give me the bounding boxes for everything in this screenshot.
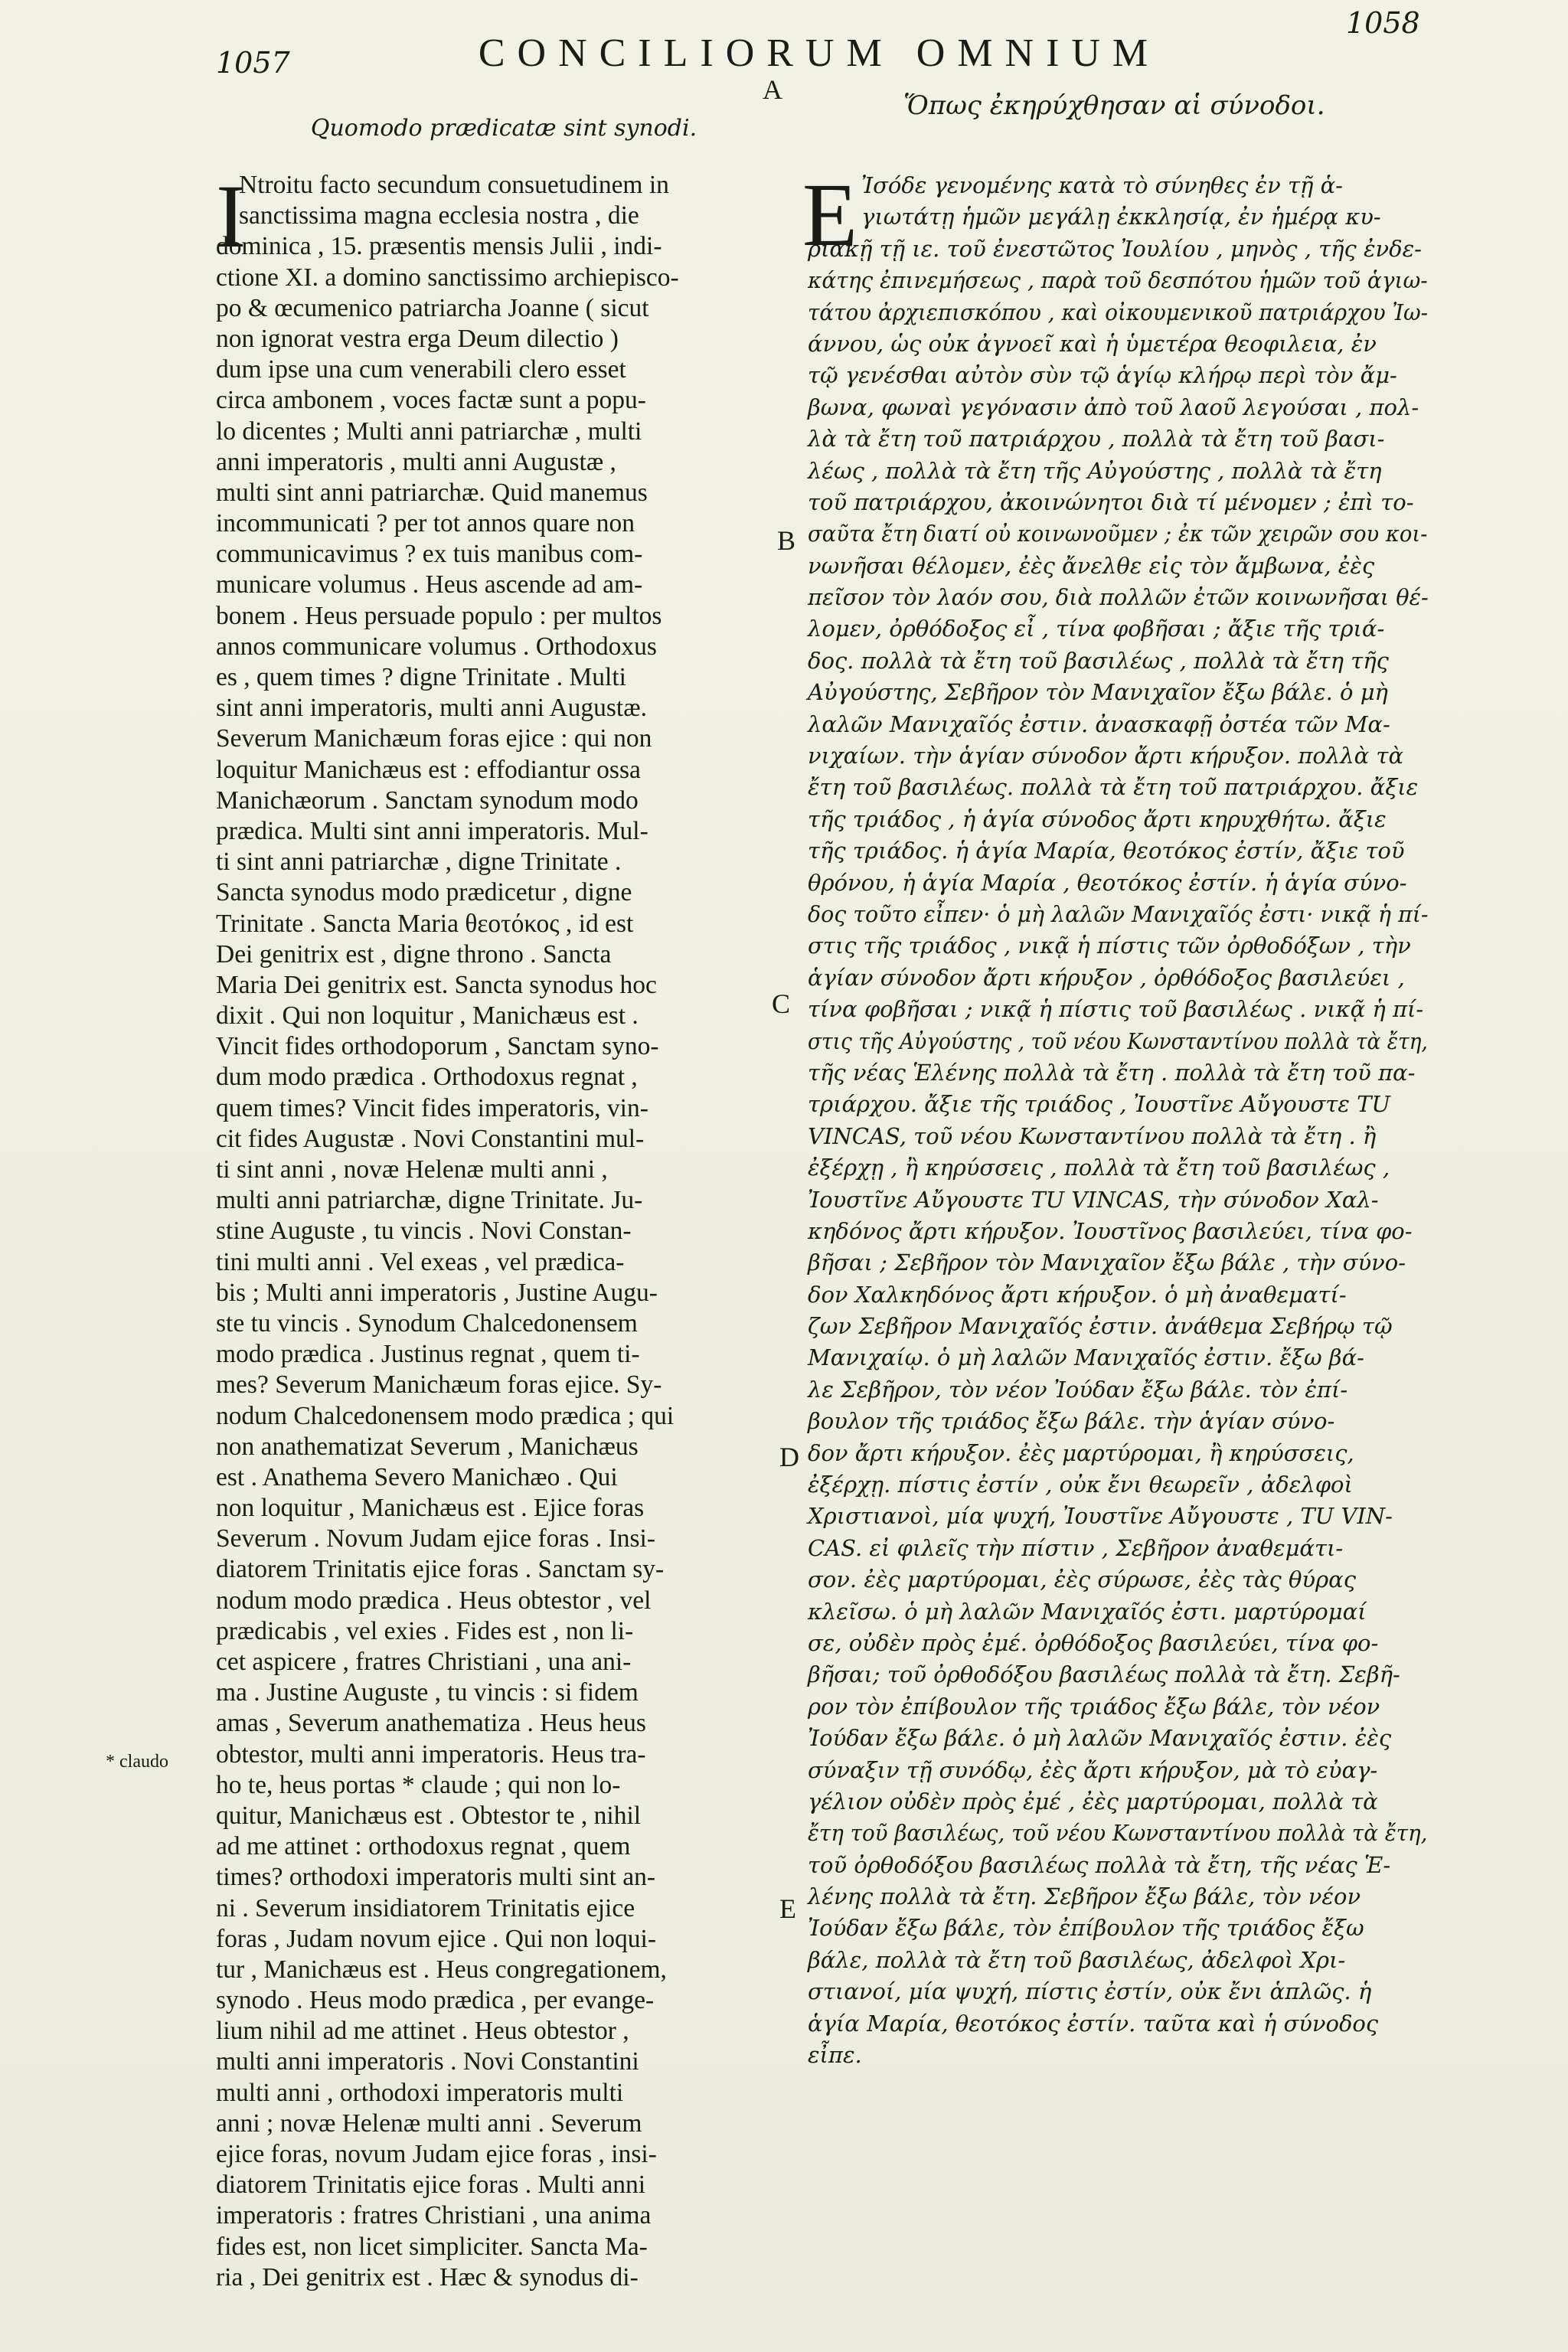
greek-text-line: κηδόνος ἄρτι κήρυξον. Ἰουστῖνος βασιλεύει, τίνα φο- <box>808 1217 1413 1244</box>
greek-text-line: ἁγία Μαρία, θεοτόκος ἐστίν. ταῦτα καὶ ἡ σύνοδος <box>808 2010 1379 2037</box>
greek-text-line: τῆς νέας Ἑλένης πολλὰ τὰ ἔτη . πολλὰ τὰ ἔτη τοῦ πα- <box>808 1059 1416 1086</box>
latin-text-line: Severum . Novum Judam ejice foras . Insi- <box>216 1524 656 1553</box>
latin-text-line: ad me attinet : orthodoxus regnat , quem <box>216 1832 631 1861</box>
greek-text-line: δος. πολλὰ τὰ ἔτη τοῦ βασιλέως , πολλὰ τὰ ἔτη τῆς <box>808 647 1389 674</box>
greek-text-line: Ἰουστῖνε Αὔγουστε TU VINCAS, τὴν σύνοδον Χαλ- <box>808 1186 1379 1213</box>
latin-text-line: nodum modo prædica . Heus obtestor , vel <box>216 1586 652 1615</box>
greek-text-line: θρόνου, ἡ ἁγία Μαρία , θεοτόκος ἐστίν. ἡ ἁγία σύνο- <box>808 869 1407 896</box>
greek-text-line: λαλῶν Μανιχαῖός ἐστιν. ἀνασκαφῇ ὀστέα τῶν Μα- <box>808 710 1390 737</box>
greek-text-line: σε, οὐδὲν πρὸς ἐμέ. ὀρθόδοξος βασιλεύει, τίνα φο- <box>808 1629 1379 1656</box>
greek-text-line: βωνα, φωναὶ γεγόνασιν ἀπὸ τοῦ λαοῦ λεγούσαι , πολ- <box>808 394 1419 420</box>
latin-text-line: non anathematizat Severum , Manichæus <box>216 1432 639 1461</box>
latin-text-line: tini multi anni . Vel exeas , vel prædica- <box>216 1247 625 1276</box>
greek-text-line: βῆσαι ; Σεβῆρον τὸν Μανιχαῖον ἔξω βάλε , τὴν σύνο- <box>808 1250 1406 1276</box>
greek-text-line: στις τῆς τριάδος , νικᾷ ἡ πίστις τῶν ὀρθοδόξων , τὴν <box>808 933 1411 959</box>
latin-text-line: ria , Dei genitrix est . Hæc & synodus di- <box>216 2262 639 2292</box>
greek-text-line: λε Σεβῆρον, τὸν νέον Ἰούδαν ἔξω βάλε. τὸν ἐπί- <box>808 1376 1348 1403</box>
greek-column <box>808 170 1428 2071</box>
greek-text-line: Μανιχαίῳ. ὁ μὴ λαλῶν Μανιχαῖός ἐστιν. ἔξω βά- <box>808 1344 1364 1371</box>
latin-text-line: synodo . Heus modo prædica , per evange- <box>216 1986 655 2015</box>
latin-text-line: ni . Severum insidiatorem Trinitatis ejice <box>216 1893 635 1922</box>
latin-text-line: ho te, heus portas * claude ; qui non lo- <box>216 1770 621 1799</box>
latin-text-line: po & œcumenico patriarcha Joanne ( sicut <box>216 293 649 322</box>
greek-text-line: τοῦ πατριάρχου, ἀκοινώνητοι διὰ τί μένομεν ; ἐπὶ το- <box>808 488 1414 515</box>
latin-text-line: times? orthodoxi imperatoris multi sint an- <box>216 1863 656 1892</box>
running-head-title: CONCILIORUM OMNIUM <box>478 31 1161 75</box>
latin-text-line: amas , Severum anathematiza . Heus heus <box>216 1709 646 1738</box>
latin-text-line: dum modo prædica . Orthodoxus regnat , <box>216 1063 638 1092</box>
latin-text-line: obtestor, multi anni imperatoris. Heus tra- <box>216 1740 646 1769</box>
latin-text-line: ste tu vincis . Synodum Chalcedonensem <box>216 1308 638 1338</box>
latin-text-line: dixit . Qui non loquitur , Manichæus est . <box>216 1001 639 1031</box>
latin-text-line: multi anni , orthodoxi imperatoris multi <box>216 2078 624 2107</box>
latin-text-line: Severum Manichæum foras ejice : qui non <box>216 724 652 753</box>
latin-text-line: Ntroitu facto secundum consuetudinem in <box>239 171 669 199</box>
latin-text-line: fides est, non licet simpliciter. Sancta Ma- <box>216 2232 648 2261</box>
greek-text-line: σύναξιν τῇ συνόδῳ, ἐὲς ἄρτι κήρυξον, μὰ τὸ εὐαγ- <box>808 1756 1378 1783</box>
latin-text-line: incommunicati ? per tot annos quare non <box>216 509 635 538</box>
latin-text-line: sanctissima magna ecclesia nostra , die <box>239 201 639 230</box>
latin-text-line: stine Auguste , tu vincis . Novi Constan- <box>216 1217 632 1246</box>
greek-text-line: σαῦτα ἔτη διατί οὐ κοινωνοῦμεν ; ἐκ τῶν χειρῶν σου κοι- <box>808 521 1428 547</box>
latin-text-line: dominica , 15. præsentis mensis Julii , indi- <box>216 232 662 261</box>
greek-text-line: ἔτη τοῦ βασιλέως. πολλὰ τὰ ἔτη τοῦ πατριάρχου. ἄξιε <box>808 774 1419 801</box>
latin-text-line: cet aspicere , fratres Christiani , una ani- <box>216 1648 632 1676</box>
greek-text-line: ἐξέρχῃ. πίστις ἐστίν , οὐκ ἔνι θεωρεῖν , ἀδελφοὶ <box>808 1472 1353 1498</box>
greek-text-line: πεῖσον τὸν λαόν σου, διὰ πολλῶν ἐτῶν κοινωνῆσαι θέ- <box>808 584 1429 611</box>
latin-text-line: quitur, Manichæus est . Obtestor te , nihil <box>216 1801 642 1830</box>
latin-text-line: annos communicare volumus . Orthodoxus <box>216 632 657 661</box>
latin-text-line: Dei genitrix est , digne throno . Sancta <box>216 939 612 969</box>
latin-text-line: Sancta synodus modo prædicetur , digne <box>216 878 632 907</box>
greek-text-line: σον. ἐὲς μαρτύρομαι, ἐὲς σύρωσε, ἐὲς τὰς θύρας <box>808 1566 1356 1593</box>
latin-text-line: mes? Severum Manichæum foras ejice. Sy- <box>216 1370 662 1400</box>
greek-text-line: λέως , πολλὰ τὰ ἔτη τῆς Αὐγούστης , πολλὰ τὰ ἔτη <box>808 457 1382 484</box>
latin-text-line: lium nihil ad me attinet . Heus obtestor , <box>216 2017 629 2046</box>
right-page-number: 1058 <box>1346 6 1420 40</box>
greek-text-line: Χριστιανοὶ, μία ψυχή, Ἰουστῖνε Αὔγουστε , TU VIN- <box>808 1503 1393 1530</box>
greek-text-line: τάτου ἀρχιεπισκόπου , καὶ οἰκουμενικοῦ πατριάρχου Ἰω- <box>808 299 1429 325</box>
latin-text-line: ctione XI. a domino sanctissimo archiepisco- <box>216 263 679 292</box>
latin-text-line: tur , Manichæus est . Heus congregationem, <box>216 1955 667 1984</box>
greek-text-line: γιωτάτῃ ἡμῶν μεγάλῃ ἐκκλησίᾳ, ἐν ἡμέρᾳ κυ- <box>861 204 1381 230</box>
greek-text-line: ζων Σεβῆρον Μανιχαῖός ἐστιν. ἀνάθεμα Σεβήρῳ τῷ <box>808 1313 1393 1340</box>
greek-text-line: δον ἄρτι κήρυξον. ἐὲς μαρτύρομαι, ἢ κηρύσσεις, <box>808 1439 1354 1466</box>
margin-letter-e: E <box>779 1893 796 1924</box>
greek-text-line: VINCAS, τοῦ νέου Κωνσταντίνου πολλὰ τὰ ἔτη . ἢ <box>808 1122 1377 1149</box>
latin-text-line: anni imperatoris , multi anni Augustæ , <box>216 447 616 476</box>
greek-text-line: ἐξέρχῃ , ἢ κηρύσσεις , πολλὰ τὰ ἔτη τοῦ βασιλέως , <box>808 1155 1390 1181</box>
greek-text-line: νιχαίων. τὴν ἁγίαν σύνοδον ἄρτι κήρυξον. πολλὰ τὰ <box>808 743 1404 769</box>
section-letter: A <box>763 74 782 105</box>
greek-text-line: τοῦ ὀρθοδόξου βασιλέως πολλὰ τὰ ἔτη, τῆς νέας Ἑ- <box>808 1851 1391 1878</box>
greek-text-line: τῆς τριάδος , ἡ ἁγία σύνοδος ἄρτι κηρυχθήτω. ἄξιε <box>808 805 1387 832</box>
latin-text-line: nodum Chalcedonensem modo prædica ; qui <box>216 1401 675 1430</box>
greek-text-line: στιανοί, μία ψυχή, πίστις ἐστίν, οὐκ ἔνι ἁπλῶς. ἡ <box>808 1978 1372 2005</box>
greek-text-line: CAS. εἰ φιλεῖς τὴν πίστιν , Σεβῆρον ἀναθεμάτι- <box>808 1534 1344 1561</box>
latin-text-line: non loquitur , Manichæus est . Ejice foras <box>216 1494 645 1523</box>
greek-text-line: τριάρχου. ἄξιε τῆς τριάδος , Ἰουστῖνε Αὔγουστε TU <box>808 1091 1390 1118</box>
greek-text-line: ρον τὸν ἐπίβουλον τῆς τριάδος ἔξω βάλε, τὸν νέον <box>808 1693 1380 1720</box>
latin-text-line: ti sint anni , novæ Helenæ multi anni , <box>216 1155 608 1184</box>
latin-text-line: loquitur Manichæus est : effodiantur ossa <box>216 755 641 784</box>
latin-text-line: es , quem times ? digne Trinitate . Multi <box>216 663 626 691</box>
latin-text-line: diatorem Trinitatis ejice foras . Sanctam sy- <box>216 1555 665 1584</box>
latin-text-line: multi anni imperatoris . Novi Constantini <box>216 2047 639 2076</box>
latin-text-line: ti sint anni patriarchæ , digne Trinitate . <box>216 848 622 877</box>
greek-text-line: νωνῆσαι θέλομεν, ἐὲς ἄνελθε εἰς τὸν ἄμβωνα, ἐὲς <box>808 552 1375 579</box>
greek-text-line: λένης πολλὰ τὰ ἔτη. Σεβῆρον ἔξω βάλε, τὸν νέον <box>808 1883 1361 1910</box>
latin-text-line: dum ipse una cum venerabili clero esset <box>216 355 626 384</box>
latin-text-line: bonem . Heus persuade populo : per multos <box>216 601 662 630</box>
greek-text-line: τῆς τριάδος. ἡ ἁγία Μαρία, θεοτόκος ἐστίν, ἄξιε τοῦ <box>808 838 1405 864</box>
latin-subtitle: Quomodo prædicatæ sint synodi. <box>310 115 697 142</box>
latin-text-line: non ignorat vestra erga Deum dilectio ) <box>216 324 619 353</box>
margin-letter-d: D <box>779 1442 799 1472</box>
margin-note: * claudo <box>106 1752 168 1772</box>
greek-text-line: ριακῇ τῇ ιε. τοῦ ἐνεστῶτος Ἰουλίου , μηνὸς , τῆς ἐνδε- <box>808 235 1422 262</box>
latin-text-line: circa ambonem , voces factæ sunt a popu- <box>216 386 646 415</box>
latin-dropcap: I <box>216 166 247 266</box>
latin-text-line: imperatoris : fratres Christiani , una anima <box>216 2201 652 2230</box>
greek-text-line: δος τοῦτο εἶπεν· ὁ μὴ λαλῶν Μανιχαῖός ἐστι· νικᾷ ἡ πί- <box>808 900 1429 927</box>
latin-text-line: diatorem Trinitatis ejice foras . Multi anni <box>216 2171 646 2200</box>
latin-text-line: Maria Dei genitrix est. Sancta synodus hoc <box>216 970 657 999</box>
greek-text-line: στις τῆς Αὐγούστης , τοῦ νέου Κωνσταντίνου πολλὰ τὰ ἔτη, <box>808 1027 1428 1054</box>
greek-text-line: τίνα φοβῆσαι ; νικᾷ ἡ πίστις τοῦ βασιλέως . νικᾷ ἡ πί- <box>808 996 1424 1023</box>
latin-text-line: Vincit fides orthodoporum , Sanctam syno- <box>216 1032 659 1061</box>
greek-text-line: βῆσαι; τοῦ ὀρθοδόξου βασιλέως πολλὰ τὰ ἔτη. Σεβῆ- <box>808 1661 1400 1688</box>
greek-text-line: τῷ γενέσθαι αὐτὸν σὺν τῷ ἁγίῳ κλήρῳ περὶ τὸν ἄμ- <box>808 362 1397 389</box>
greek-text-line: άννου, ὡς οὐκ ἀγνοεῖ καὶ ἡ ὑμετέρα θεοφιλεια, ἐν <box>808 330 1377 357</box>
greek-text-line: ἁγίαν σύνοδον ἄρτι κήρυξον , ὀρθόδοξος βασιλεύει , <box>808 964 1405 991</box>
latin-text-line: anni ; novæ Helenæ multi anni . Severum <box>216 2109 642 2138</box>
greek-text-line: εἶπε. <box>808 2042 862 2069</box>
latin-text-line: prædicabis , vel exies . Fides est , non li- <box>216 1616 634 1645</box>
greek-text-line: κάτης ἐπινεμήσεως , παρὰ τοῦ δεσπότου ἡμῶν τοῦ ἁγιω- <box>808 267 1428 294</box>
latin-text-line: multi sint anni patriarchæ. Quid manemus <box>216 478 648 507</box>
latin-text-line: Trinitate . Sancta Maria θεοτόκος , id est <box>216 909 634 938</box>
margin-letter-b: B <box>777 525 796 556</box>
greek-text-line: δον Χαλκηδόνος ἄρτι κήρυξον. ὁ μὴ ἀναθεματί- <box>808 1281 1347 1308</box>
latin-text-line: prædica. Multi sint anni imperatoris. Mul- <box>216 816 648 845</box>
greek-text-line: κλεῖσω. ὁ μὴ λαλῶν Μανιχαῖός ἐστι. μαρτύρομαί <box>808 1598 1367 1625</box>
greek-text-line: γέλιον οὐδὲν πρὸς ἐμέ , ἐὲς μαρτύρομαι, πολλὰ τὰ <box>808 1788 1378 1815</box>
greek-text-line: βουλον τῆς τριάδος ἔξω βάλε. τὴν ἁγίαν σύνο- <box>808 1408 1335 1435</box>
greek-text-line: Ἰσόδε γενομένης κατὰ τὸ σύνηθες ἐν τῇ ἁ- <box>861 172 1343 198</box>
greek-text-line: ἔτη τοῦ βασιλέως, τοῦ νέου Κωνσταντίνου πολλὰ τὰ ἔτη, <box>808 1820 1428 1847</box>
latin-column <box>216 166 770 2293</box>
latin-text-line: Manichæorum . Sanctam synodum modo <box>216 786 639 815</box>
latin-text-line: foras , Judam novum ejice . Qui non loqui- <box>216 1924 656 1953</box>
latin-text-line: cit fides Augustæ . Novi Constantini mul- <box>216 1124 645 1153</box>
latin-text-line: ejice foras, novum Judam ejice foras , insi- <box>216 2140 657 2168</box>
latin-text-line: municare volumus . Heus ascende ad am- <box>216 570 643 599</box>
greek-text-line: βάλε, πολλὰ τὰ ἔτη τοῦ βασιλέως, ἀδελφοὶ Χρι- <box>808 1946 1346 1973</box>
latin-text-line: lo dicentes ; Multi anni patriarchæ , multi <box>216 416 642 446</box>
latin-text-line: multi anni patriarchæ, digne Trinitate. Ju- <box>216 1186 643 1215</box>
greek-text-line: λομεν, ὀρθόδοξος εἶ , τίνα φοβῆσαι ; ἄξιε τῆς τριά- <box>808 616 1385 642</box>
latin-text-line: ma . Justine Auguste , tu vincis : si fidem <box>216 1678 639 1707</box>
latin-text-line: modo prædica . Justinus regnat , quem ti- <box>216 1340 640 1369</box>
left-page-number: 1057 <box>216 46 290 80</box>
greek-dropcap: Ε <box>802 165 858 265</box>
greek-text-line: Αὐγούστης, Σεβῆρον τὸν Μανιχαῖον ἔξω βάλε. ὁ μὴ <box>808 679 1388 706</box>
latin-text-line: bis ; Multi anni imperatoris , Justine Augu- <box>216 1278 658 1307</box>
latin-text-line: sint anni imperatoris, multi anni Augustæ. <box>216 694 647 723</box>
greek-subtitle: Ὅπως ἐκηρύχθησαν αἱ σύνοδοι. <box>903 90 1325 121</box>
margin-letter-c: C <box>772 988 791 1019</box>
latin-text-line: est . Anathema Severo Manichæo . Qui <box>216 1462 618 1491</box>
latin-text-line: quem times? Vincit fides imperatoris, vin- <box>216 1093 648 1122</box>
greek-text-line: Ἰούδαν ἔξω βάλε. ὁ μὴ λαλῶν Μανιχαῖός ἐστιν. ἐὲς <box>808 1725 1392 1752</box>
latin-text-line: communicavimus ? ex tuis manibus com- <box>216 540 643 569</box>
greek-text-line: Ἰούδαν ἔξω βάλε, τὸν ἐπίβουλον τῆς τριάδος ἔξω <box>808 1915 1364 1942</box>
greek-text-line: λὰ τὰ ἔτη τοῦ πατριάρχου , πολλὰ τὰ ἔτη τοῦ βασι- <box>808 426 1385 452</box>
